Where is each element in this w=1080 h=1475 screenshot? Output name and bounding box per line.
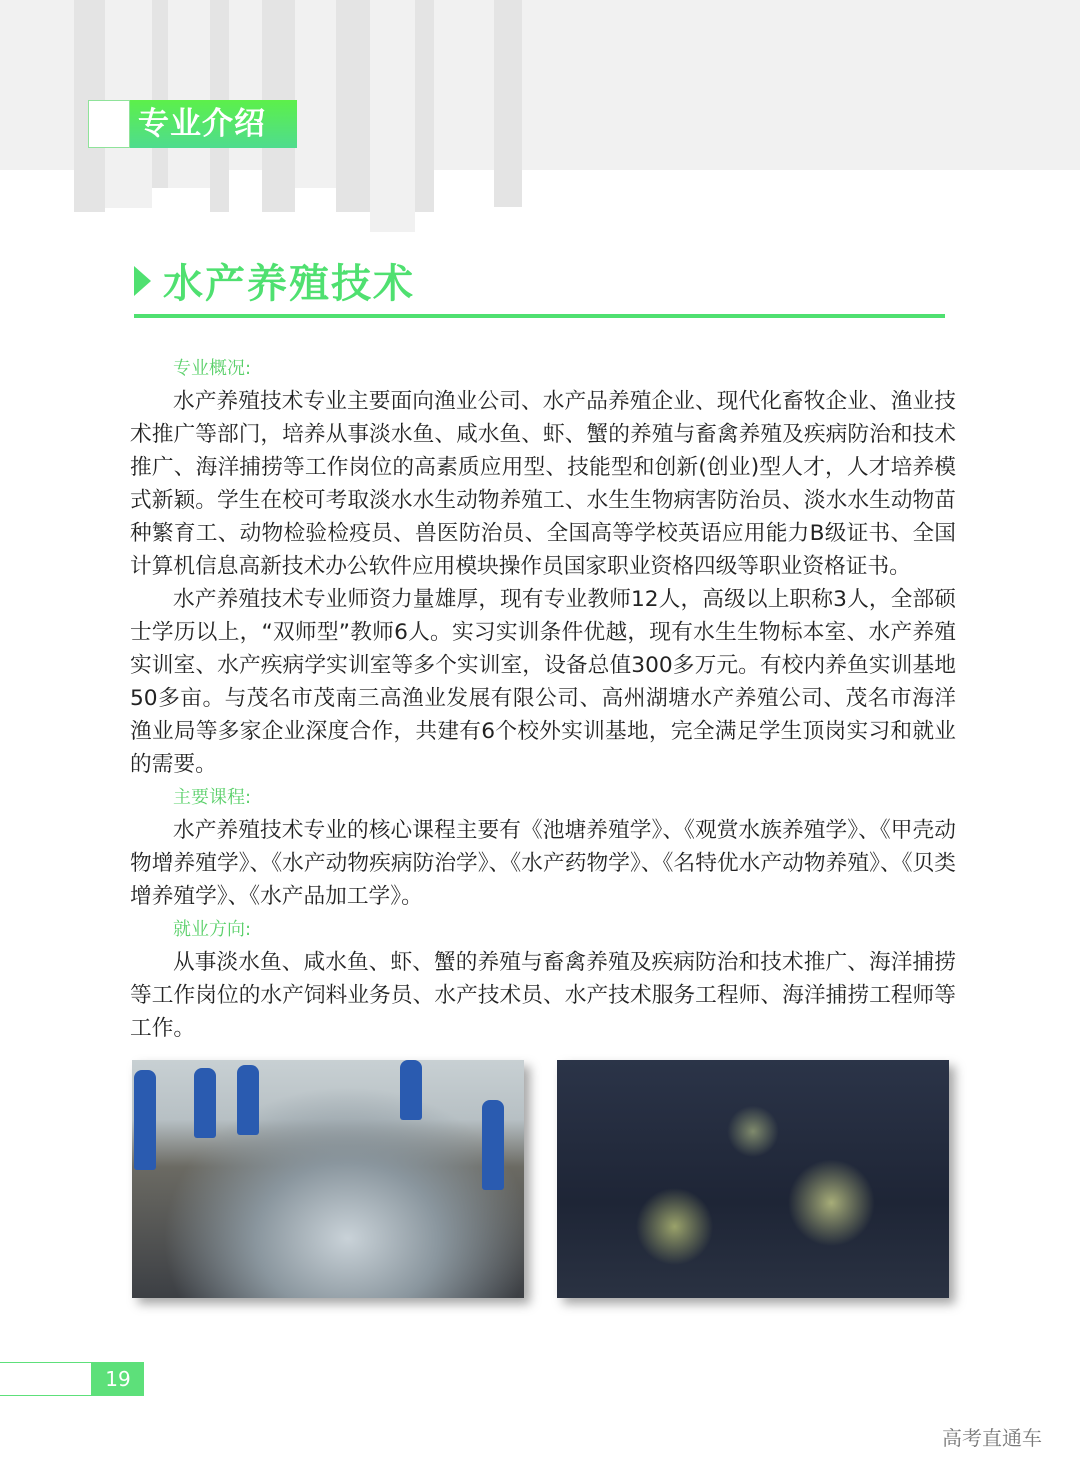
fishermen-net-photo xyxy=(132,1060,524,1298)
section-header-tag: 专业介绍 xyxy=(130,100,297,148)
watermark: 高考直通车 xyxy=(942,1426,1042,1450)
fish-pond-photo xyxy=(557,1060,949,1298)
triangle-bullet-icon xyxy=(134,266,151,296)
major-title-row xyxy=(134,252,415,309)
overview-paragraph-1: 水产养殖技术专业主要面向渔业公司、水产品养殖企业、现代化畜牧企业、渔业技术推广等部门，培养从事淡水鱼、咸水鱼、虾、蟹的养殖与畜禽养殖及疾病防治和技术推广、海洋捕捞等工作岗位的高素质应用型、技能型和创新(创业)型人才，人才培养模式新颖。学生在校可考取淡水水生动物养殖工、水生生物病害防治员、淡水水生动物苗种繁育工、动物检验检疫员、兽医防治员、全国高等学校英语应用能力B级证书、全国计算机信息高新技术办公软件应用模块操作员国家职业资格四级等职业资格证书。 xyxy=(130,389,956,579)
courses-heading: 主要课程: xyxy=(173,787,252,808)
page-number-bar xyxy=(0,1362,92,1396)
careers-heading: 就业方向: xyxy=(173,919,252,940)
overview-heading: 专业概况: xyxy=(173,358,252,379)
article-body xyxy=(130,352,956,1045)
page-number: 19 xyxy=(92,1362,144,1396)
header-tag-box xyxy=(88,100,130,148)
major-title: 水产养殖技术 xyxy=(163,261,415,307)
careers-paragraph: 从事淡水鱼、咸水鱼、虾、蟹的养殖与畜禽养殖及疾病防治和技术推广、海洋捕捞等工作岗位的水产饲料业务员、水产技术员、水产技术服务工程师、海洋捕捞工程师等工作。 xyxy=(130,950,956,1041)
title-underline xyxy=(134,314,945,318)
courses-paragraph: 水产养殖技术专业的核心课程主要有《池塘养殖学》、《观赏水族养殖学》、《甲壳动物增养殖学》、《水产动物疾病防治学》、《水产药物学》、《名特优水产动物养殖》、《贝类增养殖学》、《水产品加工学》。 xyxy=(130,818,956,909)
overview-paragraph-2: 水产养殖技术专业师资力量雄厚，现有专业教师12人，高级以上职称3人，全部硕士学历以上，“双师型”教师6人。实习实训条件优越，现有水生生物标本室、水产养殖实训室、水产疾病学实训室等多个实训室，设备总值300多万元。有校内养鱼实训基地50多亩。与茂名市茂南三高渔业发展有限公司、高州湖塘水产养殖公司、茂名市海洋渔业局等多家企业深度合作，共建有6个校外实训基地，完全满足学生顶岗实习和就业的需要。 xyxy=(130,587,956,777)
